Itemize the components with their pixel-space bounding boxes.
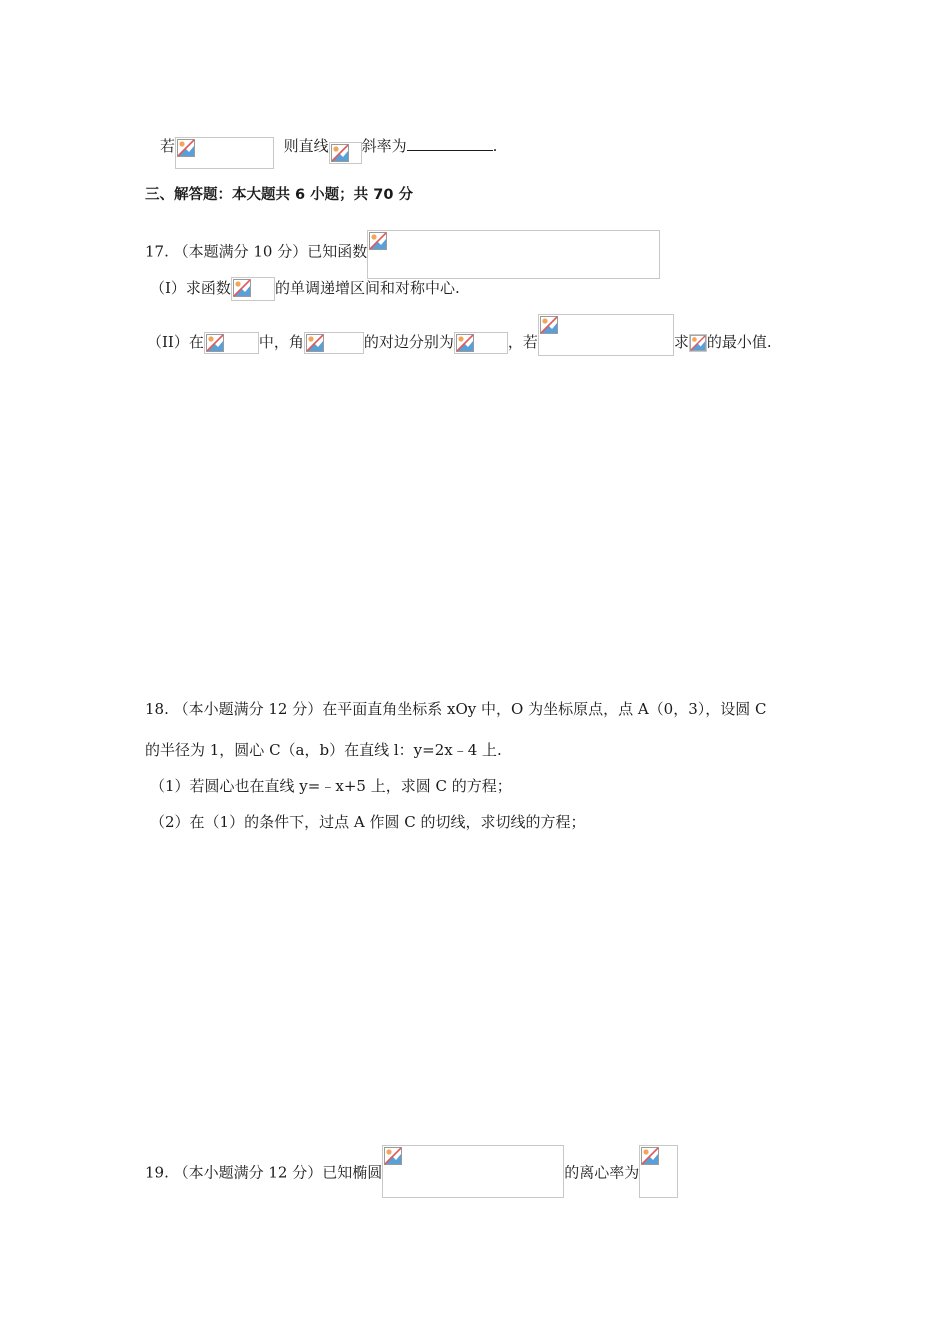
section-heading: 三、解答题：本大题共 6 小题；共 70 分 (145, 187, 413, 203)
formula-image (204, 332, 259, 354)
q17-part2 (147, 322, 772, 364)
q16-prefix: 若 (160, 137, 176, 155)
q17-part1-prefix: （I）求函数 (150, 279, 231, 297)
q17-part1-suffix: 的单调递增区间和对称中心. (274, 279, 460, 297)
q17-part2-mid3: ，若 (507, 333, 538, 351)
q18-part2: （2）在（1）的条件下，过点 A 作圆 C 的切线，求切线的方程； (150, 813, 586, 831)
q17-stem: 17. （本题满分 10 分）已知函数 (145, 242, 368, 261)
formula-image (231, 277, 275, 301)
formula-image (175, 137, 274, 169)
broken-image-icon (177, 139, 195, 157)
broken-image-icon (206, 334, 224, 352)
q17-stem-line (145, 228, 660, 277)
q18-stem-line1: 18. （本小题满分 12 分）在平面直角坐标系 xOy 中，O 为坐标原点，点 A（0，3），设圆 C (145, 700, 767, 718)
q19-stem-line (145, 1147, 678, 1200)
q18-part1: （1）若圆心也在直线 y=﹣x+5 上，求圆 C 的方程； (150, 777, 512, 795)
answer-blank (407, 136, 493, 151)
formula-image (639, 1145, 678, 1198)
broken-image-icon (456, 334, 474, 352)
q19-mid: 的离心率为 (564, 1163, 640, 1182)
q17-part2-prefix: （II）在 (147, 333, 204, 351)
q17-part2-mid4: 求 (673, 333, 689, 351)
broken-image-icon (384, 1147, 402, 1165)
broken-image-icon (690, 335, 706, 351)
q16-line (160, 131, 497, 163)
broken-image-icon (306, 334, 324, 352)
formula-image (367, 230, 660, 279)
broken-image-icon (369, 232, 387, 250)
q16-suffix: 斜率为 (361, 137, 407, 155)
broken-image-icon (540, 316, 558, 334)
formula-image (538, 314, 674, 356)
broken-image-icon (641, 1147, 659, 1165)
q17-part1 (150, 277, 460, 301)
formula-image (689, 334, 707, 352)
formula-image (382, 1145, 564, 1198)
formula-image (304, 332, 364, 354)
formula-image (454, 332, 508, 354)
broken-image-icon (331, 144, 349, 162)
q17-part2-suffix: 的最小值. (706, 333, 772, 351)
formula-image (329, 142, 362, 164)
q16-end: . (492, 137, 498, 155)
q18-stem-line2: 的半径为 1，圆心 C（a，b）在直线 l：y=2x﹣4 上. (145, 741, 502, 759)
q17-part2-mid1: 中，角 (258, 333, 304, 351)
q19-stem: 19. （本小题满分 12 分）已知椭圆 (145, 1163, 383, 1182)
q16-mid: 则直线 (283, 137, 329, 155)
q17-part2-mid2: 的对边分别为 (363, 333, 454, 351)
broken-image-icon (233, 279, 251, 297)
